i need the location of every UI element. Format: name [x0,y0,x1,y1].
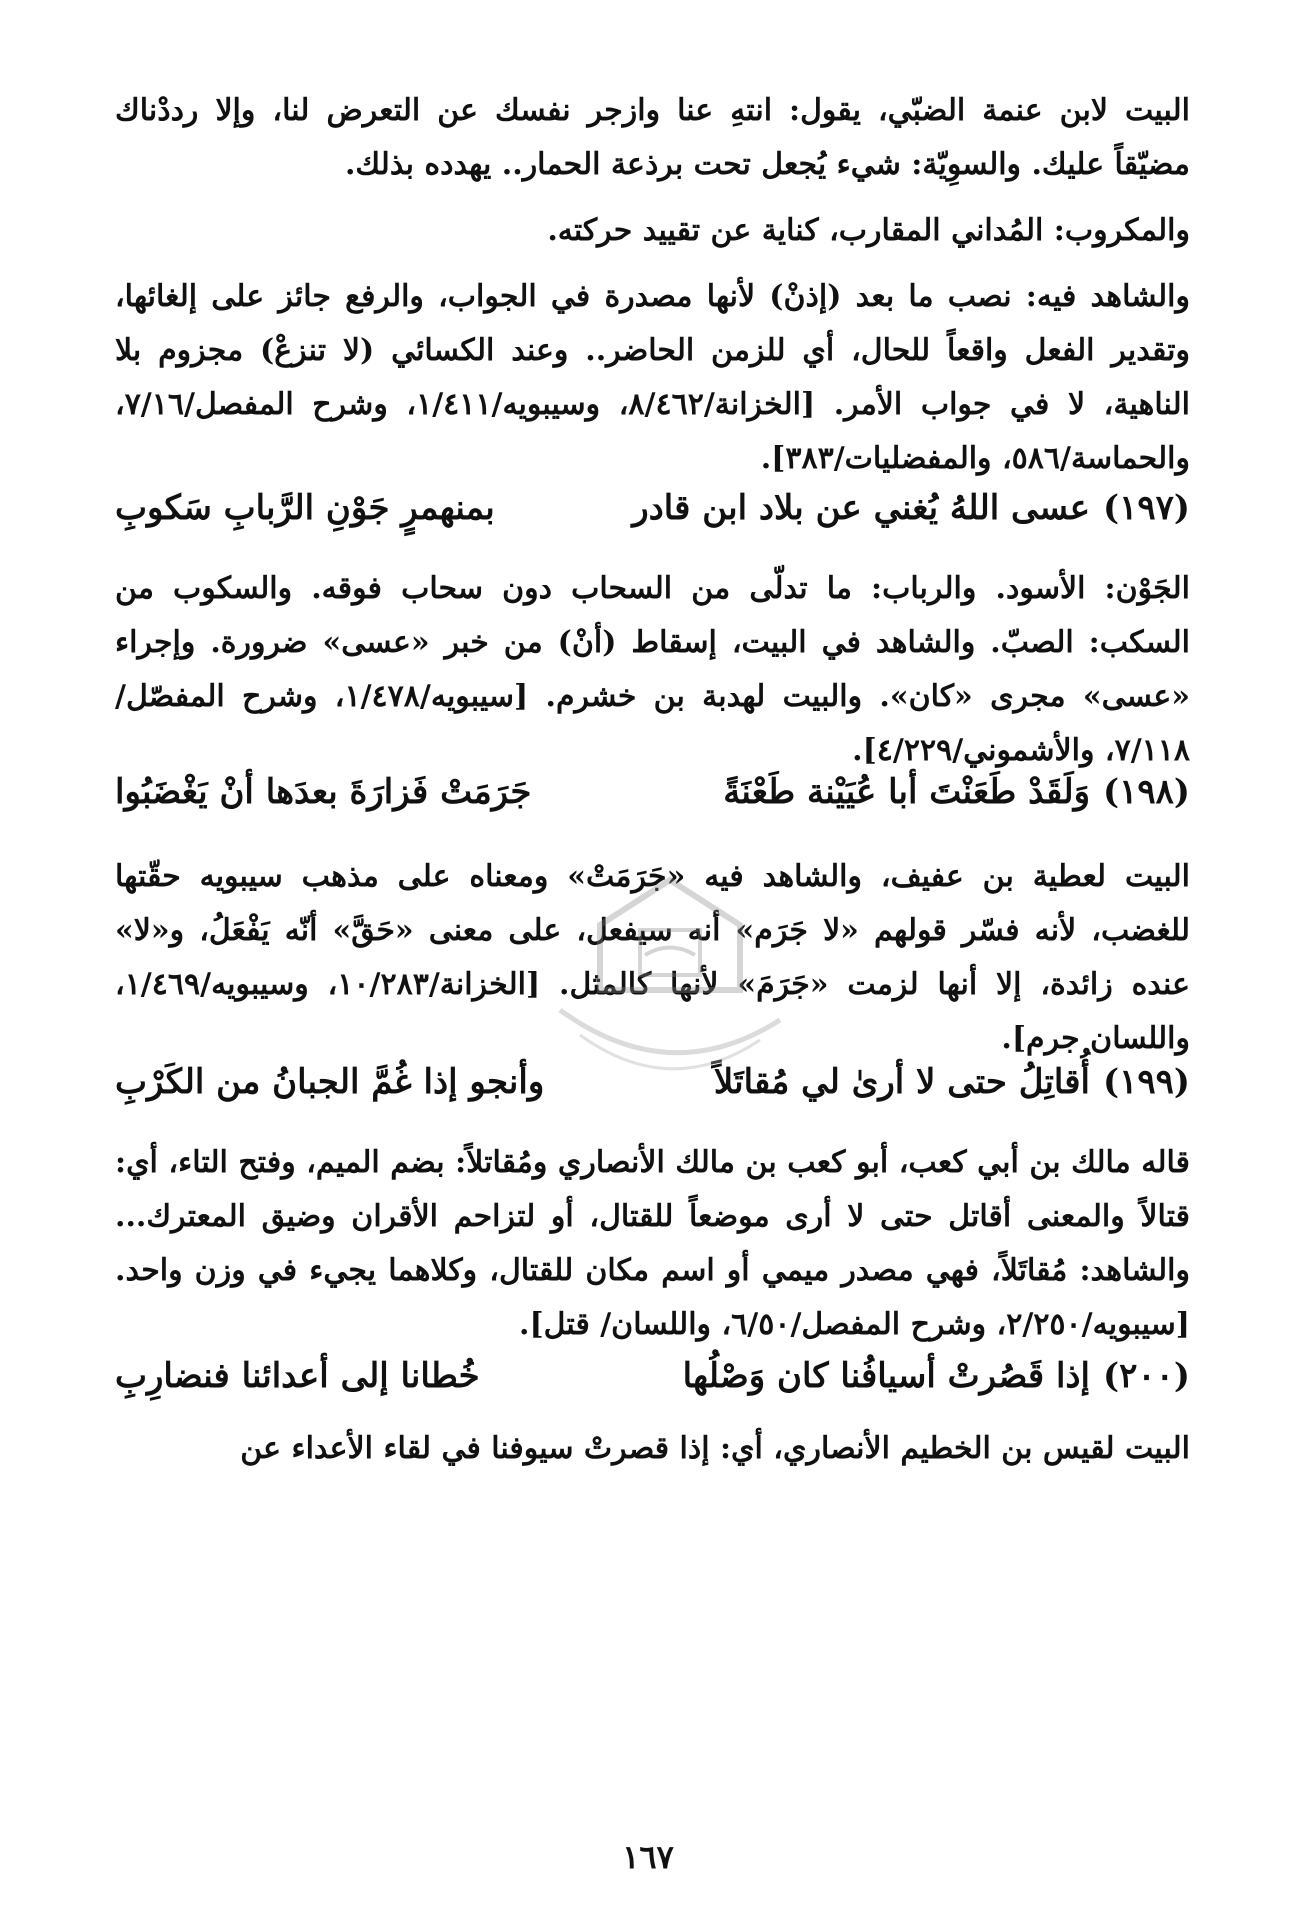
verse-first-hemistich: عسى اللهُ يُغني عن بلاد ابن قادر [632,488,1090,528]
verse-second-hemistich: جَرَمَتْ فَزارَةَ بعدَها أنْ يَغْضَبُوا [115,772,532,812]
verse-first-hemistich: أُقاتِلُ حتى لا أرىٰ لي مُقاتَلاً [713,1062,1090,1102]
paragraph-3: والشاهد فيه: نصب ما بعد (إذنْ) لأنها مصدرة في الجواب، والرفع جائز على إلغائها، وتقدير الفعل واقعاً للحال، أي للزمن الحاضر.. وعند الكسائي (لا تنزعْ) مجزوم بلا الناهية، لا في جواب الأمر. [الخزانة/٨/٤٦٢، وسيبويه/١/٤١١، وشرح المفصل/٧/١٦، والحماسة/٥٨٦، والمفضليات/٣٨٣]. [115,279,1190,476]
paragraph-7: البيت لقيس بن الخطيم الأنصاري، أي: إذا قصرتْ سيوفنا في لقاء الأعداء عن [240,1431,1190,1466]
verse-200 [115,1356,1190,1416]
verse-second-hemistich: بمنهمرٍ جَوْنِ الرَّبابِ سَكوبِ [115,488,495,528]
paragraph-4: الجَوْن: الأسود. والرباب: ما تدلّى من السحاب دون سحاب فوقه. والسكوب من السكب: الصبّ. والشاهد في البيت، إسقاط (أنْ) من خبر «عسى» ضرورة. وإجراء «عسى» مجرى «كان». والبيت لهدبة بن خشرم. [سيبويه/١/٤٧٨، وشرح المفصّل/٧/١١٨، والأشموني/٤/٢٢٩]. [115,571,1190,768]
paragraph-5: البيت لعطية بن عفيف، والشاهد فيه «جَرَمَتْ» ومعناه على مذهب سيبويه حقّتها للغضب، لأنه فسّر قولهم «لا جَرَم» أنه سيفعل، على معنى «حَقَّ» أنّه يَفْعَلُ، و«لا» عنده زائدة، إلا أنها لزمت «جَرَمَ» لأنها كالمثل. [الخزانة/١٠/٢٨٣، وسيبويه/١/٤٦٩، واللسان جرم]. [115,859,1190,1056]
verse-number: (١٩٨) [1103,772,1190,812]
paragraph-6: قاله مالك بن أبي كعب، أبو كعب بن مالك الأنصاري ومُقاتلاً: بضم الميم، وفتح التاء، أي: قتالاً والمعنى أقاتل حتى لا أرى موضعاً للقتال، أو لتزاحم الأقران وضيق المعترك... والشاهد: مُقاتَلاً، فهي مصدر ميمي أو اسم مكان للقتال، وكلاهما يجيء في وزن واحد. [سيبويه/٢/٢٥٠، وشرح المفصل/٦/٥٠، واللسان/ قتل]. [115,1145,1190,1342]
page-number: ١٦٧ [622,1838,674,1876]
verse-second-hemistich: خُطانا إلى أعدائنا فنضارِبِ [115,1356,480,1396]
paragraph-2: والمكروب: المُداني المقارب، كناية عن تقييد حركته. [547,213,1190,248]
library-seal-watermark [520,870,820,1100]
verse-second-hemistich: وأنجو إذا غُمَّ الجبانُ من الكَرْبِ [115,1062,545,1102]
paragraph-1: البيت لابن عنمة الضبّي، يقول: انتهِ عنا وازجر نفسك عن التعرض لنا، وإلا رددْناك مضيّقاً عليك. والسوِيّة: شيء يُجعل تحت برذعة الحمار.. يهدده بذلك. [115,93,1190,182]
verse-197 [115,488,1190,548]
verse-number: (٢٠٠) [1103,1356,1190,1396]
verse-number: (١٩٧) [1103,488,1190,528]
verse-number: (١٩٩) [1103,1062,1190,1102]
verse-198 [115,772,1190,832]
verse-first-hemistich: إذا قَصُرتْ أسيافُنا كان وَصْلُها [682,1356,1090,1396]
verse-first-hemistich: وَلَقَدْ طَعَنْتَ أبا عُيَيْنة طَعْنَةً [723,772,1090,812]
